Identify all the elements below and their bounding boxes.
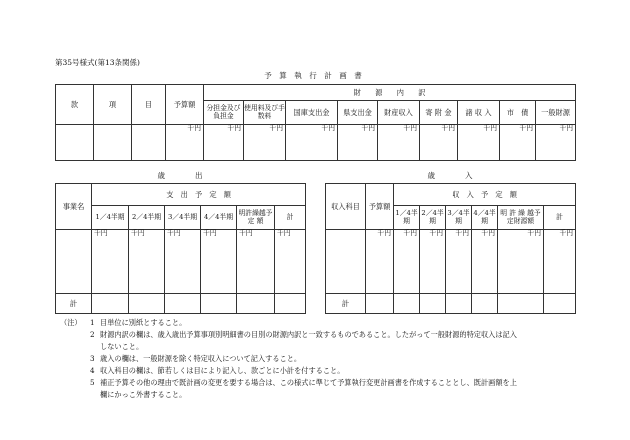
note-text: 欄にかっこ外書すること。 <box>100 390 187 399</box>
header-bundankin: 分担金及び負担金 <box>204 101 244 125</box>
header-q1: 1／4半期 <box>394 206 420 230</box>
header-total: 計 <box>275 206 306 230</box>
form-label: 第35号様式(第13条関係) <box>55 58 140 67</box>
unit-label: 千円 <box>275 230 306 294</box>
header-q2: 2／4半期 <box>129 206 165 230</box>
header-shoshuunyuu: 諸 収 入 <box>458 101 500 125</box>
header-shisai: 市 債 <box>500 101 536 125</box>
header-kokko: 国庫支出金 <box>286 101 338 125</box>
unit-label: 千円 <box>378 125 420 161</box>
unit-label: 千円 <box>446 230 472 294</box>
unit-label: 千円 <box>366 230 394 294</box>
unit-label: 千円 <box>92 230 129 294</box>
header-q1: 1／4半期 <box>92 206 129 230</box>
header-moku: 目 <box>132 85 166 125</box>
header-q3: 3／4半期 <box>446 206 472 230</box>
total-row-label: 計 <box>326 294 366 314</box>
document-title: 予 算 執 行 計 画 書 <box>264 71 362 80</box>
total-row-label: 計 <box>56 294 92 314</box>
header-kifukin: 寄 附 金 <box>420 101 458 125</box>
header-shiyouryou: 使用料及び手数料 <box>244 101 286 125</box>
header-zaisan: 財産収入 <box>378 101 420 125</box>
header-planned-expenditure: 支 出 予 定 額 <box>92 184 306 206</box>
header-budget-amount: 予算額 <box>166 85 204 125</box>
header-q4: 4／4半期 <box>201 206 237 230</box>
unit-label: 千円 <box>166 125 204 161</box>
header-carryover-planned: 明許繰越予 定 額 <box>237 206 275 230</box>
revenue-title: 歳 入 <box>427 171 473 180</box>
unit-label: 千円 <box>129 230 165 294</box>
header-funding-breakdown: 財 源 内 訳 <box>204 85 576 101</box>
unit-label: 千円 <box>500 125 536 161</box>
header-project-name: 事業名 <box>56 184 92 230</box>
unit-label: 千円 <box>536 125 576 161</box>
note-text: しないこと。 <box>100 342 144 351</box>
unit-label: 千円 <box>420 230 446 294</box>
unit-label: 千円 <box>286 125 338 161</box>
note-number: 5 <box>90 378 95 387</box>
note-number: 1 <box>90 318 95 327</box>
note-text: 歳入の欄は、一般財源を除く特定収入について記入すること。 <box>100 354 302 363</box>
header-ken: 県支出金 <box>338 101 378 125</box>
header-ippan: 一般財源 <box>536 101 576 125</box>
unit-label: 千円 <box>394 230 420 294</box>
header-planned-revenue: 収 入 予 定 額 <box>394 184 576 206</box>
note-number: 4 <box>90 366 95 375</box>
unit-label: 千円 <box>201 230 237 294</box>
header-q3: 3／4半期 <box>165 206 201 230</box>
header-q2: 2／4半期 <box>420 206 446 230</box>
note-text: 財源内訳の欄は、歳入歳出予算事項別明細書の目別の財源内訳と一致するものであること。したがって一般財源的特定収入は記入 <box>100 330 517 339</box>
unit-label: 千円 <box>544 230 576 294</box>
unit-label: 千円 <box>165 230 201 294</box>
unit-label: 千円 <box>204 125 244 161</box>
header-carryover-source: 明 許 繰 越予定財源額 <box>498 206 544 230</box>
header-kan: 款 <box>56 85 94 125</box>
note-number: 2 <box>90 330 95 339</box>
unit-label: 千円 <box>237 230 275 294</box>
header-kou: 項 <box>94 85 132 125</box>
expenditure-title: 歳 出 <box>157 171 203 180</box>
note-text: 収入科目の欄は、節若しくは目により記入し、款ごとに小計を付すること。 <box>100 366 345 375</box>
note-text: 補正予算その他の理由で既計画の変更を要する場合は、この様式に準じて予算執行変更計画書を作成することとし、既計画額を上 <box>100 378 517 387</box>
unit-label: 千円 <box>498 230 544 294</box>
unit-label: 千円 <box>420 125 458 161</box>
header-total: 計 <box>544 206 576 230</box>
note-text: 目単位に別紙とすること。 <box>100 318 187 327</box>
notes-label: （注） <box>60 318 82 327</box>
unit-label: 千円 <box>244 125 286 161</box>
unit-label: 千円 <box>458 125 500 161</box>
unit-label: 千円 <box>472 230 498 294</box>
unit-label: 千円 <box>338 125 378 161</box>
header-revenue-item: 収入科目 <box>326 184 366 230</box>
header-q4: 4／4半期 <box>472 206 498 230</box>
note-number: 3 <box>90 354 95 363</box>
header-budget: 予算額 <box>366 184 394 230</box>
